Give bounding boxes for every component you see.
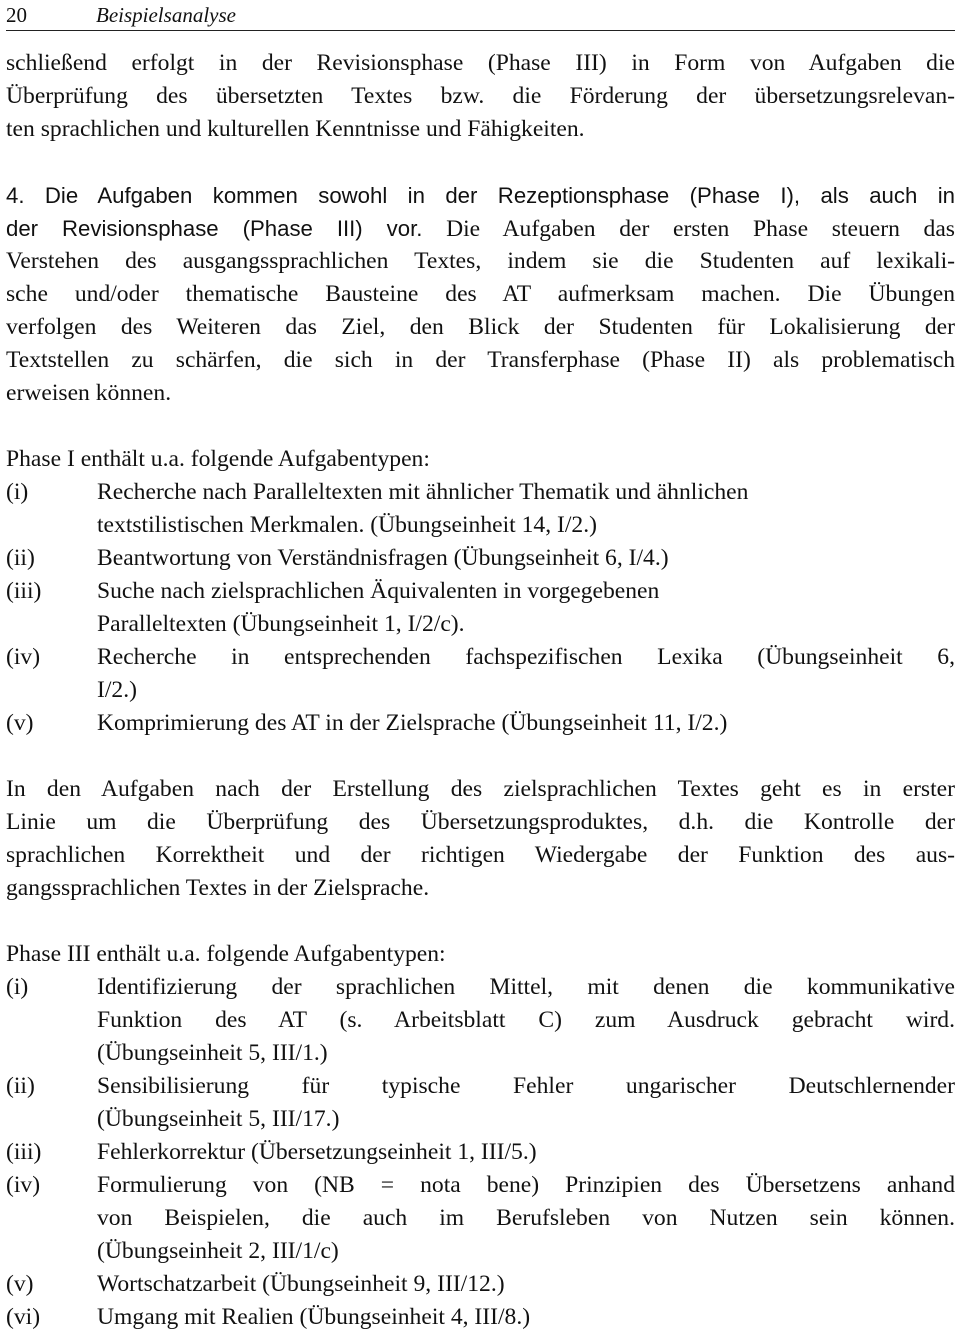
paragraph-line: ten sprachlichen und kulturellen Kenntnisse und Fähigkeiten. [6,116,585,142]
list-item-label: (i) [6,479,29,505]
list-item-label: (iv) [6,644,41,670]
list-item-text: Umgang mit Realien (Übungseinheit 4, III/8.) [97,1304,531,1330]
paragraph-line: Überprüfung des übersetzten Textes bzw. die Förderung der übersetzungsrelevan- [6,83,955,109]
running-header [6,2,955,31]
paragraph-line: verfolgen des Weiteren das Ziel, den Blick der Studenten für Lokalisierung der [6,314,955,340]
list-item-text: von Beispielen, die auch im Berufsleben von Nutzen sein können. [97,1205,955,1231]
paragraph-line: sprachlichen Korrektheit und der richtigen Wiedergabe der Funktion des aus- [6,842,955,868]
paragraph-line: sche und/oder thematische Bausteine des AT aufmerksam machen. Die Übungen [6,281,955,307]
paragraph-line [6,212,955,246]
list-item-text: Fehlerkorrektur (Übersetzungseinheit 1, III/5.) [97,1139,537,1165]
paragraph-line: erweisen können. [6,380,172,406]
list-item-text: Recherche in entsprechenden fachspezifischen Lexika (Übungseinheit 6, [97,644,955,670]
list-item-text: Formulierung von (NB = nota bene) Prinzipien des Übersetzens anhand [97,1172,955,1198]
point-4-heading: 4. Die Aufgaben kommen sowohl in der Rezeptionsphase (Phase I), als auch in [6,183,955,208]
paragraph-line: In den Aufgaben nach der Erstellung des zielsprachlichen Textes geht es in erster [6,776,955,802]
list-item-text: Identifizierung der sprachlichen Mittel, mit denen die kommunikative [97,974,955,1000]
list-item-text: textstilistischen Merkmalen. (Übungseinheit 14, I/2.) [97,512,597,538]
list-item-label: (iii) [6,1139,42,1165]
phase-1-intro: Phase I enthält u.a. folgende Aufgabentypen: [6,446,430,472]
list-item-text: Paralleltexten (Übungseinheit 1, I/2/c). [97,611,465,637]
list-item-label: (ii) [6,1073,35,1099]
list-item-text: (Übungseinheit 5, III/17.) [97,1106,340,1132]
list-item-label: (iv) [6,1172,41,1198]
list-item-label: (v) [6,1271,34,1297]
list-item-label: (vi) [6,1304,41,1330]
paragraph-line: Verstehen des ausgangssprachlichen Textes, indem sie die Studenten auf lexikali- [6,248,955,274]
list-item-label: (v) [6,710,34,736]
list-item-text: Suche nach zielsprachlichen Äquivalenten in vorgegebenen [97,578,660,604]
list-item-text: I/2.) [97,677,137,703]
paragraph-line: schließend erfolgt in der Revisionsphase (Phase III) in Form von Aufgaben die [6,50,955,76]
phase-3-intro: Phase III enthält u.a. folgende Aufgabentypen: [6,941,446,967]
list-item-label: (i) [6,974,29,1000]
paragraph-line: gangssprachlichen Textes in der Zielsprache. [6,875,430,901]
list-item-text: (Übungseinheit 2, III/1/c) [97,1238,339,1264]
list-item-text: Beantwortung von Verständnisfragen (Übungseinheit 6, I/4.) [97,545,669,571]
point-4-heading-cont: der Revisionsphase (Phase III) vor. [6,216,423,241]
paragraph-line: Linie um die Überprüfung des Übersetzungsproduktes, d.h. die Kontrolle der [6,809,955,835]
paragraph-line: Textstellen zu schärfen, die sich in der Transferphase (Phase II) als problematisch [6,347,955,373]
section-title: Beispielsanalyse [96,3,236,27]
list-item-text: (Übungseinheit 5, III/1.) [97,1040,328,1066]
list-item-text: Komprimierung des AT in der Zielsprache (Übungseinheit 11, I/2.) [97,710,728,736]
list-item-text: Wortschatzarbeit (Übungseinheit 9, III/12.) [97,1271,505,1297]
list-item-text: Recherche nach Paralleltexten mit ähnlicher Thematik und ähnlichen [97,479,749,505]
list-item-label: (ii) [6,545,35,571]
list-item-text: Sensibilisierung für typische Fehler ungarischer Deutschlernender [97,1073,955,1099]
list-item-label: (iii) [6,578,42,604]
list-item-text: Funktion des AT (s. Arbeitsblatt C) zum Ausdruck gebracht wird. [97,1007,955,1033]
page-number: 20 [6,3,27,27]
point-4-text: Die Aufgaben der ersten Phase steuern das [422,216,955,242]
